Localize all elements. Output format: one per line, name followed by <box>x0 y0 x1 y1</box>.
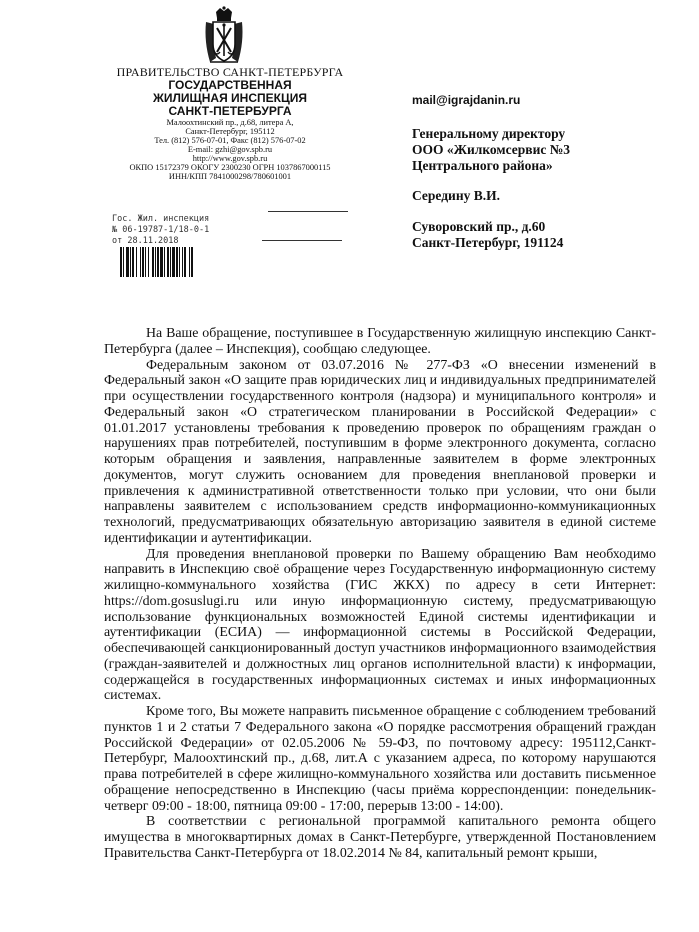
reg-stamp-number: № 06-19787-1/18-0-1 <box>112 225 210 235</box>
reg-line-top <box>268 211 348 212</box>
org-phone: Тел. (812) 576-07-01, Факс (812) 576-07-02 <box>154 135 306 145</box>
org-name-line3: САНКТ-ПЕТЕРБУРГА <box>168 103 292 118</box>
reg-stamp-line1: Гос. Жил. инспекция <box>112 214 210 224</box>
addressee-position-line1: Генеральному директору <box>412 126 566 141</box>
letter-body <box>104 326 656 862</box>
org-name-line1: ГОСУДАРСТВЕННАЯ <box>168 77 292 92</box>
body-paragraph-5: В соответствии с региональной программой капитального ремонта общего имущества в многоквартирных домах в Санкт-Петербурге, утвержденной Постановлением Правительства Санкт-Петербурга от 18.02.2014 № 84, капитальный ремонт крыши, <box>104 814 656 861</box>
body-paragraph-1: На Ваше обращение, поступившее в Государственную жилищную инспекцию Санкт-Петербурга (далее – Инспекция), сообщаю следующее. <box>104 326 656 357</box>
org-name-line2: ЖИЛИЩНАЯ ИНСПЕКЦИЯ <box>153 90 307 105</box>
org-address-line1: Малоохтинский пр., д.68, литера А, <box>166 117 294 127</box>
org-codes: ОКПО 15172379 ОКОГУ 2300230 ОГРН 1037867000115 <box>129 163 331 173</box>
coat-of-arms-emblem <box>200 6 248 66</box>
government-name: ПРАВИТЕЛЬСТВО САНКТ-ПЕТЕРБУРГА <box>116 65 344 79</box>
org-email: E-mail: gzhi@gov.spb.ru <box>187 145 273 155</box>
addressee-name: Середину В.И. <box>412 188 500 203</box>
addressee-street: Суворовский пр., д.60 <box>412 219 546 234</box>
body-paragraph-4: Кроме того, Вы можете направить письменное обращение с соблюдением требований пунктов 1 и 2 статьи 7 Федерального закона «О порядке рассмотрения обращений граждан Российской Федерации» от 02.05.2006 № 59-ФЗ, по почтовому адресу: 195112,Санкт-Петербург, Малоохтинский пр., д.68, лит.А с указанием адреса, по которому нарушаются права потребителей в сфере жилищно-коммунального хозяйства или доставить письменное обращение непосредственно в Инспекцию (часы приёма корреспонденции: понедельник-четверг 09:00 - 18:00, пятница 09:00 - 17:00, перерыв 13:00 - 14:00). <box>104 704 656 814</box>
org-inn-kpp: ИНН/КПП 7841000298/780601001 <box>168 172 292 182</box>
reg-line-bottom <box>262 240 342 241</box>
barcode-image <box>120 247 220 277</box>
addressee-position-line2: ООО «Жилкомсервис №3 <box>412 142 571 157</box>
addressee-city: Санкт-Петербург, 191124 <box>412 235 564 250</box>
org-website: http://www.gov.spb.ru <box>192 154 268 164</box>
registration-stamp <box>112 214 224 247</box>
addressee-email: mail@igrajdanin.ru <box>412 93 521 107</box>
reg-stamp-date: от 28.11.2018 <box>112 236 179 246</box>
body-paragraph-2: Федеральным законом от 03.07.2016 № 277-ФЗ «О внесении изменений в Федеральный закон «О защите прав юридических лиц и индивидуальных предпринимателей при осуществлении государственного контроля (надзора) и муниципального контроля» и Федеральный закон «О стратегическом планировании в Российской Федерации» с 01.01.2017 установлены требования к проведению проверок по обращениям граждан о нарушениях прав потребителей, поступившим в форме электронного документа, согласно которым обращения и заявления, направленные заявителем в форме электронных документов, могут служить основанием для проведения внеплановой проверки и привлечения к административной ответственности только при условии, что они были направлены заявителем с использованием средств информационно-коммуникационных технологий, предусматривающих обязательную авторизацию заявителя в единой системе идентификации и аутентификации. <box>104 357 656 546</box>
body-paragraph-3: Для проведения внеплановой проверки по Вашему обращению Вам необходимо направить в Инспекцию своё обращение через Государственную информационную систему жилищно-коммунального хозяйства (ГИС ЖКХ) по адресу в сети Интернет: https://dom.gosuslugi.ru или иную информационную систему, предусматривающую использование функциональных возможностей Единой системы идентификации и аутентификации (ЕСИА) — информационной системы в Российской Федерации, обеспечивающей санкционированный доступ участников информационного взаимодействия (граждан-заявителей и должностных лиц органов исполнительной власти) к информации, содержащейся в государственных информационных системах и иных информационных системах. <box>104 546 656 704</box>
letterhead <box>100 66 360 181</box>
org-address-line2: Санкт-Петербург, 195112 <box>185 126 275 136</box>
addressee-position-line3: Центрального района» <box>412 158 553 173</box>
